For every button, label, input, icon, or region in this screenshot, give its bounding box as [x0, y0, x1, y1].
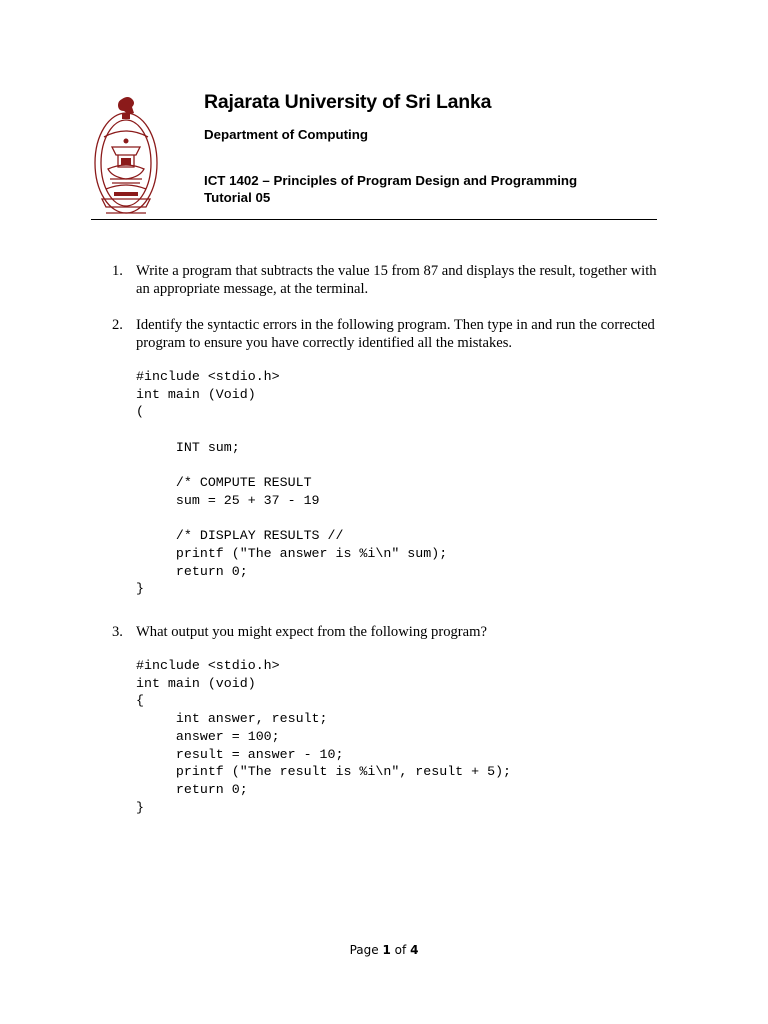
question-text: [136, 316, 655, 352]
code-block-question-3: #include <stdio.h> int main (void) { int answer, result; answer = 100; result = answer - 10; printf ("The result is %i\n", result + 5); return 0; }: [136, 658, 512, 815]
current-page-number: 1: [382, 943, 391, 957]
question-number: 1.: [112, 263, 123, 279]
question-text: [136, 262, 657, 298]
question-line: What output you might expect from the following program?: [136, 624, 487, 640]
code-block-question-2: #include <stdio.h> int main (Void) ( INT sum; /* COMPUTE RESULT sum = 25 + 37 - 19 /* DISPLAY RESULTS // printf ("The answer is %i\n" sum); return 0; }: [136, 369, 448, 597]
question-text: [136, 623, 487, 641]
course-title: ICT 1402 – Principles of Program Design and Programming: [204, 173, 578, 188]
question-number: 3.: [112, 624, 123, 640]
header-divider: [91, 219, 657, 220]
page-footer: [0, 943, 768, 957]
university-name: Rajarata University of Sri Lanka: [204, 91, 492, 113]
question-line: an appropriate message, at the terminal.: [136, 281, 369, 297]
question-line: program to ensure you have correctly identified all the mistakes.: [136, 335, 513, 351]
university-crest-logo: [92, 95, 160, 217]
question-line: Write a program that subtracts the value 15 from 87 and displays the result, together with: [136, 263, 657, 279]
question-number: 2.: [112, 317, 123, 333]
of-word: of: [394, 943, 407, 957]
tutorial-title: Tutorial 05: [204, 190, 271, 205]
department-name: Department of Computing: [204, 127, 368, 142]
total-pages-number: 4: [410, 943, 419, 957]
page-word: Page: [349, 943, 379, 957]
course-block: [204, 172, 577, 206]
question-line: Identify the syntactic errors in the following program. Then type in and run the corrected: [136, 317, 655, 333]
